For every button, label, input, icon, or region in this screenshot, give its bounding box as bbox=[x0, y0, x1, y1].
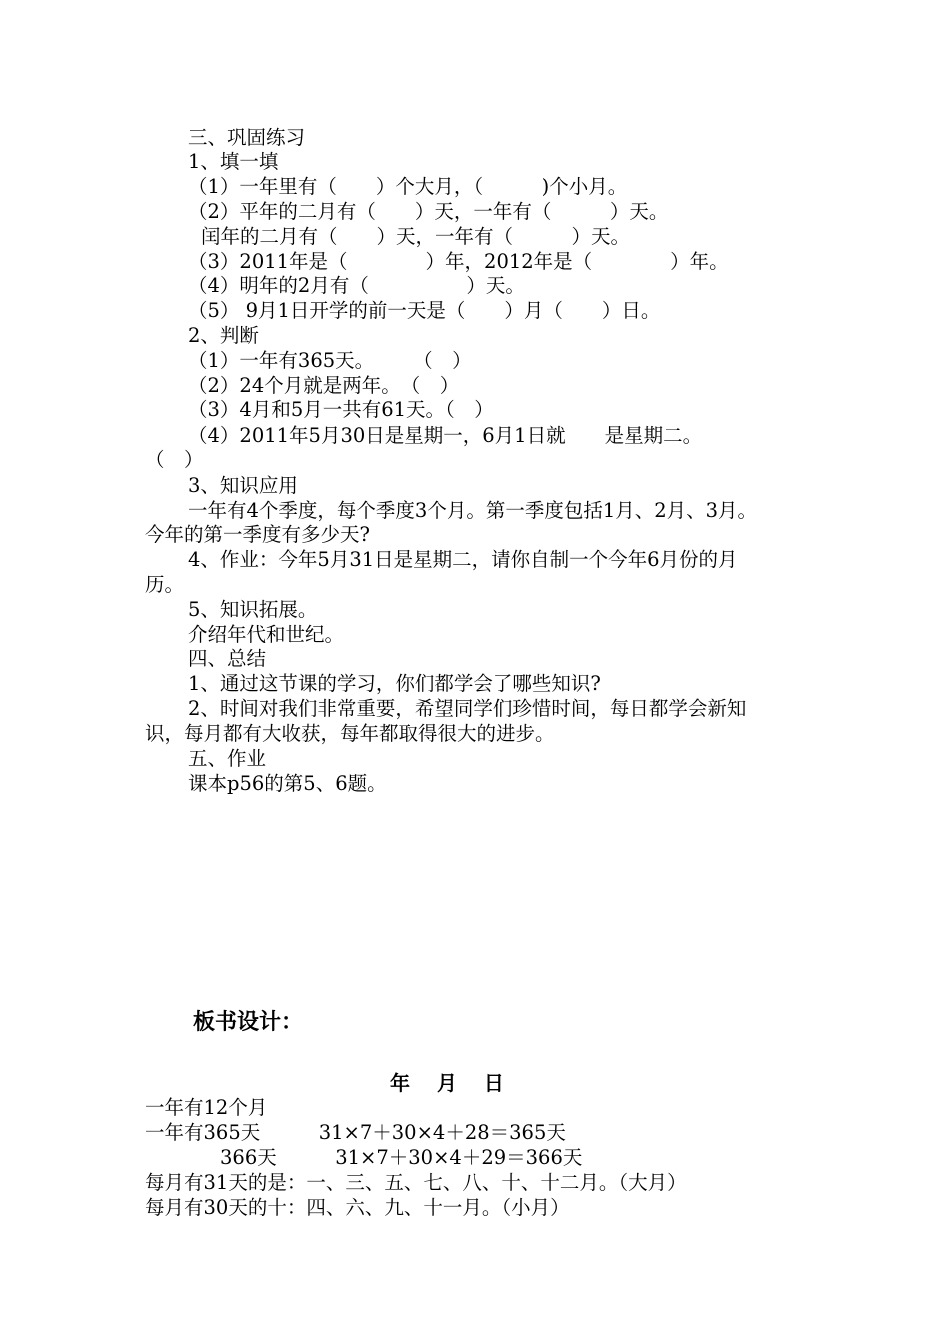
board-center-heading: 年 月 日 bbox=[390, 1071, 504, 1095]
fill-item-2: （2）平年的二月有（ ）天，一年有（ ）天。 bbox=[188, 200, 669, 223]
homework-line: 课本p56的第5、6题。 bbox=[188, 772, 387, 795]
fill-heading: 1、填一填 bbox=[188, 150, 279, 173]
section-title-homework: 五、作业 bbox=[188, 747, 267, 770]
extend-heading: 5、知识拓展。 bbox=[188, 598, 318, 621]
fill-item-3: （3）2011年是（ ）年，2012年是（ ）年。 bbox=[188, 250, 729, 273]
board-line-1: 一年有12个月 bbox=[145, 1096, 268, 1119]
apply-line-1: 一年有4个季度，每个季度3个月。第一季度包括1月、2月、3月。 bbox=[188, 499, 758, 522]
judge-item-3: （3）4月和5月一共有61天。（ ） bbox=[188, 398, 494, 421]
homework-task-line-1: 4、作业：今年5月31日是星期二，请你自制一个今年6月份的月 bbox=[188, 548, 738, 571]
fill-item-5: （5） 9月1日开学的前一天是（ ）月（ ）日。 bbox=[188, 299, 661, 322]
board-title: 板书设计： bbox=[193, 1009, 304, 1035]
judge-heading: 2、判断 bbox=[188, 324, 259, 347]
apply-heading: 3、知识应用 bbox=[188, 474, 298, 497]
summary-line-2: 2、时间对我们非常重要，希望同学们珍惜时间，每日都学会新知 bbox=[188, 697, 747, 720]
judge-item-1: （1）一年有365天。 （ ） bbox=[188, 349, 472, 372]
section-title-summary: 四、总结 bbox=[188, 647, 267, 670]
board-line-2: 一年有365天 31×7＋30×4＋28＝365天 bbox=[145, 1121, 566, 1144]
board-line-3: 366天 31×7＋30×4＋29＝366天 bbox=[220, 1146, 583, 1169]
section-title-practice: 三、巩固练习 bbox=[188, 126, 306, 149]
board-line-4: 每月有31天的是：一、三、五、七、八、十、十二月。（大月） bbox=[145, 1171, 687, 1194]
summary-line-3: 识，每月都有大收获，每年都取得很大的进步。 bbox=[145, 722, 555, 745]
judge-item-4: （4）2011年5月30日是星期一，6月1日就 是星期二。 bbox=[188, 424, 703, 447]
fill-item-2b: 闰年的二月有（ ）天，一年有（ ）天。 bbox=[201, 225, 631, 248]
fill-item-4: （4）明年的2月有（ ）天。 bbox=[188, 274, 525, 297]
fill-item-1: （1）一年里有（ ）个大月，（ )个小月。 bbox=[188, 175, 628, 198]
judge-item-2: （2）24个月就是两年。 （ ） bbox=[188, 374, 460, 397]
judge-item-4-bracket: （ ） bbox=[145, 448, 204, 471]
extend-line: 介绍年代和世纪。 bbox=[188, 623, 345, 646]
summary-line-1: 1、通过这节课的学习，你们都学会了哪些知识? bbox=[188, 672, 601, 695]
board-line-5: 每月有30天的十：四、六、九、十一月。（小月） bbox=[145, 1196, 570, 1219]
apply-line-2: 今年的第一季度有多少天? bbox=[145, 523, 370, 546]
homework-task-line-2: 历。 bbox=[145, 573, 185, 596]
